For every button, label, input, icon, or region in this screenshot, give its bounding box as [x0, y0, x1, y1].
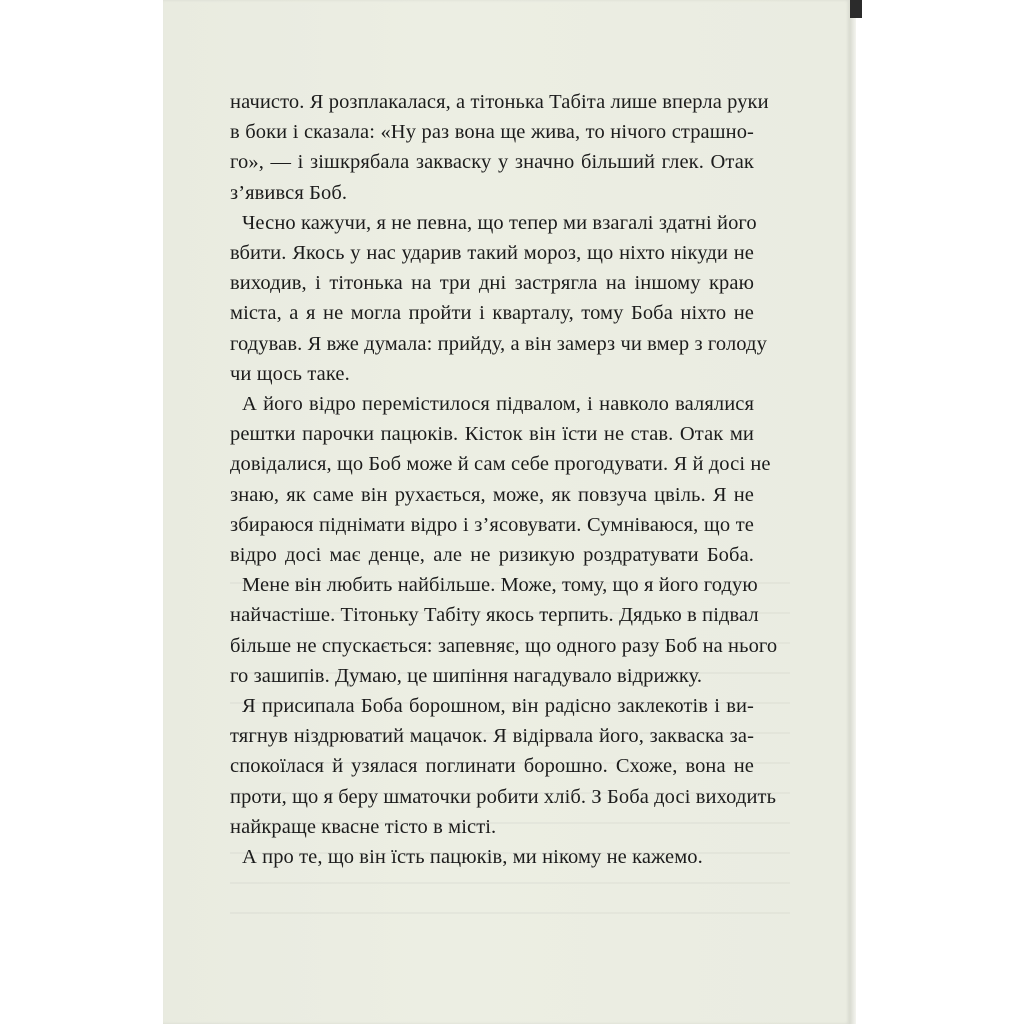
- text-line: найчастіше. Тітоньку Табіту якось терпить. Дядько в підвал: [230, 604, 759, 627]
- text-line: Мене він любить найбільше. Може, тому, що я його годую: [242, 574, 758, 597]
- text-line: Я присипала Боба борошном, він радісно заклекотів і ви-: [242, 695, 754, 718]
- paragraph-1: [230, 87, 769, 208]
- text-line: чи щось таке.: [230, 362, 350, 385]
- paragraph-2: [230, 208, 767, 389]
- text-line: го», — і зішкрябала закваску у значно більший глек. Отак: [230, 151, 754, 174]
- text-line: з’явився Боб.: [230, 181, 348, 204]
- paragraph-4: [230, 570, 778, 691]
- text-line: Чесно кажучи, я не певна, що тепер ми взагалі здатні його: [242, 211, 757, 234]
- text-line: довідалися, що Боб може й сам себе прогодувати. Я й досі не: [230, 453, 771, 476]
- text-line: найкраще квасне тісто в місті.: [230, 815, 497, 838]
- text-line: рештки парочки пацюків. Кісток він їсти не став. Отак ми: [230, 423, 754, 446]
- body-text: [230, 87, 778, 872]
- text-line: годував. Я вже думала: прийду, а він замерз чи вмер з голоду: [230, 332, 767, 355]
- paragraph-3: [230, 389, 771, 570]
- paragraph-6: [230, 842, 754, 872]
- text-line: відро досі має денце, але не ризикую роздратувати Боба.: [230, 544, 754, 567]
- text-line: в боки і сказала: «Ну раз вона ще жива, то нічого страшно-: [230, 121, 754, 144]
- text-line: А його відро перемістилося підвалом, і навколо валялися: [242, 393, 754, 416]
- text-line: більше не спускається: запевняє, що одного разу Боб на нього: [230, 634, 778, 657]
- paragraph-5: [230, 691, 777, 842]
- text-line: го зашипів. Думаю, це шипіння нагадувало відрижку.: [230, 664, 703, 687]
- text-line: тягнув ніздрюватий мацачок. Я відірвала його, закваска за-: [230, 725, 754, 748]
- page-edge: [850, 0, 856, 1024]
- text-line: міста, а я не могла пройти і кварталу, тому Боба ніхто не: [230, 302, 754, 325]
- text-line: знаю, як саме він рухається, може, як повзуча цвіль. Я не: [230, 483, 754, 506]
- text-line: проти, що я беру шматочки робити хліб. З Боба досі виходить: [230, 785, 777, 808]
- text-line: А про те, що він їсть пацюків, ми нікому не кажемо.: [242, 846, 703, 869]
- text-line: спокоїлася й узялася поглинати борошно. Схоже, вона не: [230, 755, 754, 778]
- text-line: начисто. Я розплакалася, а тітонька Табіта лише вперла руки: [230, 91, 769, 113]
- text-line: виходив, і тітонька на три дні застрягла на іншому краю: [230, 272, 754, 295]
- text-line: збираюся піднімати відро і з’ясовувати. Сумніваюся, що те: [230, 513, 754, 536]
- corner-mark: [850, 0, 862, 18]
- text-line: вбити. Якось у нас ударив такий мороз, що ніхто нікуди не: [230, 242, 754, 265]
